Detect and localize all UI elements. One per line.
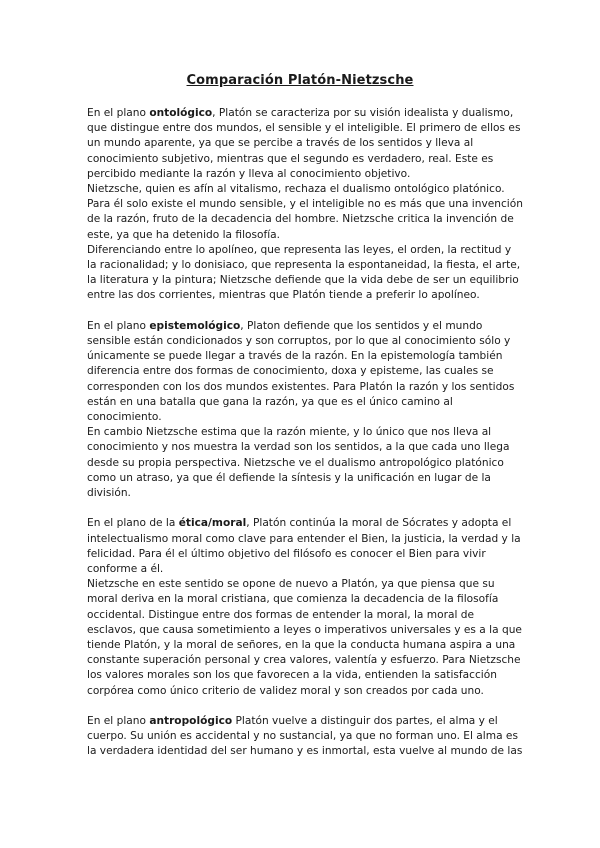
text-span: , Platon defiende que los sentidos y el mundo sensible están condicionados y son corruptos, por lo que al conocimiento sólo y únicamente se puede llegar a través de la razón. En la epistemología también diferencia entre dos formas de conocimiento, doxa y episteme, las cuales se corresponden con los dos mundos existentes. Para Platón la razón y los sentidos están en una batalla que gana la razón, ya que es el único camino al conocimiento. <box>87 319 515 424</box>
term-antropologico: antropológico <box>149 715 233 728</box>
text-span: , Platón se caracteriza por su visión idealista y dualismo, que distingue entre dos mundos, el sensible y el inteligible. El primero de ellos es un mundo aparente, ya que se percibe a través de los sentidos y lleva al conocimiento subjetivo, mientras que el segundo es verdadero, real. Este es percibido mediante la razón y lleva al conocimiento objetivo. <box>87 107 521 180</box>
document-body <box>87 106 523 760</box>
ontology-paragraph-3: Diferenciando entre lo apolíneo, que representa las leyes, el orden, la rectitud y la racionalidad; y lo donisiaco, que representa la espontaneidad, la fiesta, el arte, la literatura y la pintura; Nietzsche defiende que la vida debe de ser un equilibrio entre las dos corrientes, mientras que Platón tiende a preferir lo apolíneo. <box>87 243 521 302</box>
epistemology-paragraph-2: En cambio Nietzsche estima que la razón miente, y lo único que nos lleva al conocimiento y nos muestra la verdad son los sentidos, a la que cada uno llega desde su propia perspectiva. Nietzsche ve el dualismo antropológico platónico como un atraso, ya que él defiende la síntesis y la unificación en lugar de la división. <box>87 426 510 500</box>
ethics-paragraph-1 <box>87 516 523 577</box>
page-title: Comparación Platón-Nietzsche <box>186 73 414 88</box>
epistemology-paragraph-1 <box>87 319 523 425</box>
ontology-paragraph-1 <box>87 106 523 182</box>
text-span: En el plano <box>87 107 150 119</box>
term-epistemologico: epistemológico <box>149 319 241 332</box>
ethics-paragraph-2: Nietzsche en este sentido se opone de nuevo a Platón, ya que piensa que su moral deriva en la moral cristiana, que comienza la decadencia de la filosofía occidental. Distingue entre dos formas de entender la moral, la moral de esclavos, que causa sometimiento a leyes o imperativos universales y es a la que tiende Platón, y la moral de señores, en la que la conducta humana aspira a una constante superación personal y crea valores, valentía y esfuerzo. Para Nietzsche los valores morales son los que favorecen a la vida, entienden la satisfacción corpórea como único criterio de validez moral y son creados por cada uno. <box>87 578 522 697</box>
text-span: En el plano de la <box>87 517 179 530</box>
ontology-paragraph-2: Nietzsche, quien es afín al vitalismo, rechaza el dualismo ontológico platónico. Para él solo existe el mundo sensible, y el inteligible no es más que una invención de la razón, fruto de la decadencia del hombre. Nietzsche critica la invención de este, ya que ha detenido la filosofía. <box>87 183 523 241</box>
term-ontologico: ontológico <box>149 107 213 119</box>
text-span: Platón vuelve a distinguir dos partes, el alma y el cuerpo. Su unión es accidental y no sustancial, ya que no forman uno. El alma es la verdadera identidad del ser humano y es inmortal, esta vuelve al mundo de las <box>87 715 523 758</box>
text-span: En el plano <box>87 319 150 332</box>
text-span: , Platón continúa la moral de Sócrates y adopta el intelectualismo moral como clave para entender el Bien, la justicia, la verdad y la felicidad. Para él el último objetivo del filósofo es conocer el Bien para vivir conforme a él. <box>87 517 521 576</box>
term-etica-moral: ética/moral <box>178 517 247 530</box>
text-span: En el plano <box>87 715 150 728</box>
anthropology-paragraph-1 <box>87 714 523 760</box>
